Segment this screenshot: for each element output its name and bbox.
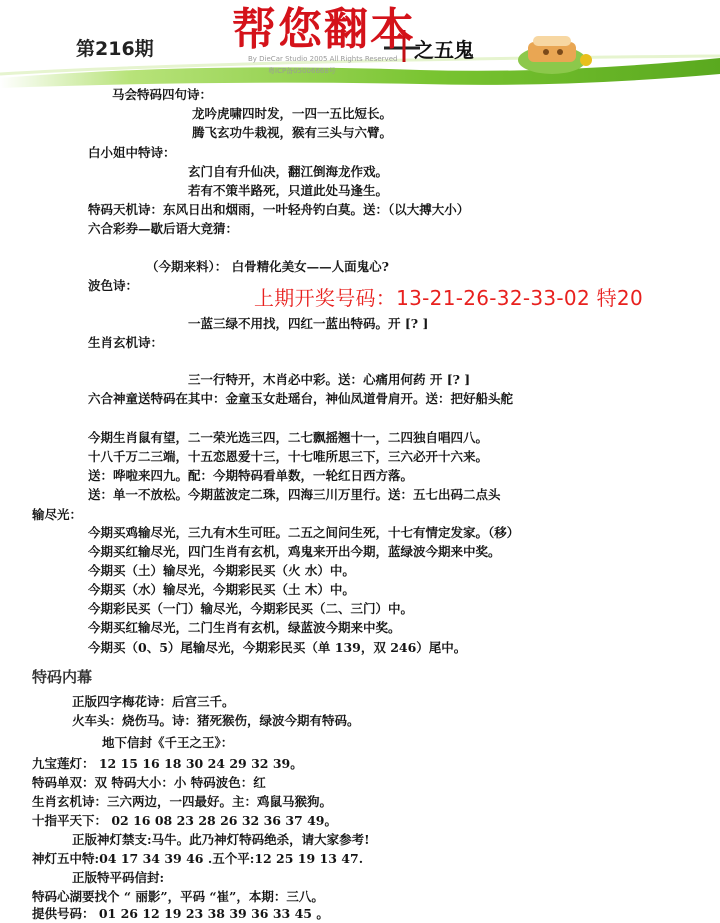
section-title: 特码内幕: [32, 668, 93, 686]
text-line: 送：单一不放松。今期蓝波定二珠，四海三川万里行。送：五七出码二点头: [88, 487, 501, 502]
text-line: 一蓝三绿不用找，四红一蓝出特码。开 [? ]: [188, 316, 429, 331]
copyright-line: By DieCar Studio 2005 All Rights Reserved: [248, 55, 398, 63]
text-line: 龙吟虎啸四时发，一四一五比短长。: [192, 106, 393, 121]
text-line: 十指平天下： 02 16 08 23 28 26 32 36 37 49。: [32, 813, 337, 828]
brand-title: 帮您翻本: [232, 4, 416, 55]
text-line: 提供号码： 01 26 12 19 23 38 39 36 33 45 。: [32, 906, 329, 921]
poem-heading-baixiaojie: 白小姐中特诗：: [88, 145, 176, 160]
text-line: 地下信封《千王之王》：: [102, 735, 234, 750]
text-line: 九宝莲灯： 12 15 16 18 30 24 29 32 39。: [32, 756, 303, 771]
text-line: 特码天机诗：东风日出和烟雨，一叶轻舟钓白莫。送：（以大搏大小）: [88, 202, 470, 217]
last-draw-result: 上期开奖号码：13-21-26-32-33-02 特20: [254, 286, 643, 310]
icp-line: 粤ICP备05006668号: [268, 67, 336, 75]
poem-heading-shengxiao: 生肖玄机诗：: [88, 335, 164, 350]
text-line: 特码心湖要找个 “ 丽影”，平码 “崔”，本期：三八。: [32, 889, 324, 904]
text-line: 若有不策半路死，只道此处马逢生。: [188, 183, 389, 198]
text-line: 腾飞玄功牛栽视，猴有三头与六臂。: [192, 125, 393, 140]
text-line: 六合神童送特码在其中：金童玉女赴瑶台，神仙凤道骨肩开。送：把好船头舵: [88, 391, 514, 406]
issue-number: 第216期: [76, 38, 154, 60]
text-line: 今期买（0、5）尾输尽光，今期彩民买（单 139，双 246）尾中。: [88, 640, 467, 655]
text-line: （今期来料）： 白骨精化美女——人面鬼心?: [146, 259, 389, 274]
text-line: 三一行特开，木肖必中彩。送：心痛用何药 开 [? ]: [188, 372, 471, 387]
poem-heading-bose: 波色诗：: [88, 278, 139, 293]
text-line: 六合彩券—歇后语大竞猜：: [88, 221, 239, 236]
text-line: 今期生肖鼠有望，二一荣光选三四，二七飘摇翘十一，二四独自唱四八。: [88, 430, 489, 445]
text-line: 今期彩民买（一门）输尽光，今期彩民买（二、三门）中。: [88, 601, 414, 616]
poem-heading-mahui: 马会特码四句诗：: [112, 87, 213, 102]
text-line: 今期买（土）输尽光，今期彩民买（火 水）中。: [88, 563, 355, 578]
text-line: 今期买鸡输尽光，三九有木生可旺。二五之间问生死，十七有情定发家。（移）: [88, 525, 520, 540]
text-line: 特码单双：双 特码大小：小 特码波色：红: [32, 775, 266, 790]
text-line: 今期买红输尽光，四门生肖有玄机，鸡鬼来开出今期，蓝绿波今期来中奖。: [88, 544, 501, 559]
text-line: 正版特平码信封:: [72, 870, 165, 885]
text-line: 今期买（水）输尽光，今期彩民买（土 木）中。: [88, 582, 355, 597]
text-line: 神灯五中特:04 17 34 39 46 .五个平:12 25 19 13 47.: [32, 851, 364, 866]
text-line: 正版四字梅花诗：后宫三千。: [72, 694, 235, 709]
text-line: 送：哗啦来四九。配：今期特码看单数，一轮红日西方落。: [88, 468, 414, 483]
text-line: 正版神灯禁支:马牛。此乃神灯特码绝杀，请大家参考!: [72, 832, 370, 847]
text-line: 十八千万二三端，十五恋恩爱十三，十七唯所思三下，三六必开十六来。: [88, 449, 489, 464]
text-line: 今期买红输尽光，二门生肖有玄机，绿蓝波今期来中奖。: [88, 620, 401, 635]
text-line: 火车头：烧伤马。诗：猪死猴伤，绿波今期有特码。: [72, 713, 360, 728]
brand-subtitle: 之五鬼: [414, 38, 474, 62]
section-heading-shujinguang: 输尽光：: [32, 507, 83, 522]
text-line: 生肖玄机诗：三六两边，一四最好。主：鸡鼠马猴狗。: [32, 794, 333, 809]
text-line: 玄门自有升仙决，翻江倒海龙作戏。: [188, 164, 389, 179]
